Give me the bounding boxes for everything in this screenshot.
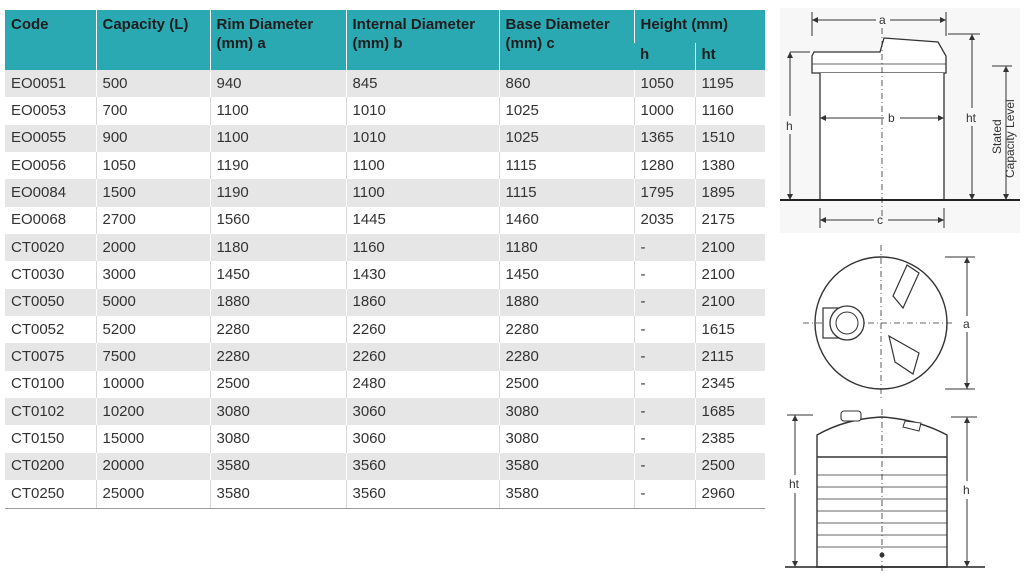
cell-base: 1115 bbox=[499, 179, 634, 206]
cell-h: - bbox=[634, 425, 695, 452]
cell-ht: 1615 bbox=[695, 316, 765, 343]
cell-ht: 1380 bbox=[695, 152, 765, 179]
cell-internal: 2260 bbox=[346, 316, 499, 343]
cell-internal: 1430 bbox=[346, 261, 499, 288]
cell-capacity: 3000 bbox=[96, 261, 210, 288]
cell-ht: 2960 bbox=[695, 480, 765, 508]
cell-ht: 1685 bbox=[695, 398, 765, 425]
header-base-diameter: Base Diameter (mm) c bbox=[499, 10, 634, 70]
table-row bbox=[5, 207, 765, 234]
cell-code: CT0250 bbox=[5, 480, 96, 508]
dimension-h-label: h bbox=[786, 119, 793, 133]
cell-h: - bbox=[634, 316, 695, 343]
cell-h: - bbox=[634, 480, 695, 508]
cell-capacity: 2000 bbox=[96, 234, 210, 261]
cell-capacity: 5000 bbox=[96, 289, 210, 316]
cell-h: - bbox=[634, 343, 695, 370]
dimension-b-label: b bbox=[888, 111, 895, 125]
table-body bbox=[5, 70, 765, 508]
cell-h: - bbox=[634, 289, 695, 316]
cell-base: 2280 bbox=[499, 343, 634, 370]
header-capacity: Capacity (L) bbox=[96, 10, 210, 70]
cell-internal: 3060 bbox=[346, 398, 499, 425]
cell-rim: 1880 bbox=[210, 289, 346, 316]
header-height: Height (mm) bbox=[634, 10, 765, 43]
cell-rim: 2280 bbox=[210, 343, 346, 370]
cell-rim: 1100 bbox=[210, 125, 346, 152]
cell-code: EO0051 bbox=[5, 70, 96, 97]
cell-base: 1460 bbox=[499, 207, 634, 234]
cell-base: 2280 bbox=[499, 316, 634, 343]
cell-code: EO0053 bbox=[5, 97, 96, 124]
cell-code: CT0050 bbox=[5, 289, 96, 316]
cell-h: 1000 bbox=[634, 97, 695, 124]
cell-internal: 1445 bbox=[346, 207, 499, 234]
cell-h: 1050 bbox=[634, 70, 695, 97]
table-row bbox=[5, 398, 765, 425]
cell-internal: 3560 bbox=[346, 453, 499, 480]
cell-rim: 1560 bbox=[210, 207, 346, 234]
cell-capacity: 500 bbox=[96, 70, 210, 97]
cell-capacity: 7500 bbox=[96, 343, 210, 370]
cell-internal: 1010 bbox=[346, 125, 499, 152]
table-row bbox=[5, 453, 765, 480]
cell-code: CT0100 bbox=[5, 371, 96, 398]
cell-ht: 1510 bbox=[695, 125, 765, 152]
cell-base: 2500 bbox=[499, 371, 634, 398]
table-header bbox=[5, 10, 765, 70]
cell-base: 3080 bbox=[499, 398, 634, 425]
cell-base: 860 bbox=[499, 70, 634, 97]
cell-ht: 2115 bbox=[695, 343, 765, 370]
cell-h: - bbox=[634, 398, 695, 425]
cell-ht: 1160 bbox=[695, 97, 765, 124]
cell-internal: 1860 bbox=[346, 289, 499, 316]
cell-capacity: 5200 bbox=[96, 316, 210, 343]
dimension-ht-label: ht bbox=[966, 111, 977, 125]
stated-capacity-label-1: Stated bbox=[990, 119, 1004, 154]
cell-ht: 1195 bbox=[695, 70, 765, 97]
table-row bbox=[5, 125, 765, 152]
table-row bbox=[5, 179, 765, 206]
cell-code: CT0200 bbox=[5, 453, 96, 480]
cell-ht: 1895 bbox=[695, 179, 765, 206]
inlet-cap-icon bbox=[830, 306, 864, 340]
header-rim-diameter: Rim Diameter (mm) a bbox=[210, 10, 346, 70]
cell-h: 1365 bbox=[634, 125, 695, 152]
cell-ht: 2345 bbox=[695, 371, 765, 398]
inlet-cap-icon bbox=[841, 411, 861, 421]
cell-internal: 845 bbox=[346, 70, 499, 97]
cell-capacity: 10200 bbox=[96, 398, 210, 425]
cell-ht: 2500 bbox=[695, 453, 765, 480]
cell-capacity: 25000 bbox=[96, 480, 210, 508]
header-ht: ht bbox=[695, 43, 765, 70]
cell-base: 3580 bbox=[499, 480, 634, 508]
cell-base: 3080 bbox=[499, 425, 634, 452]
cell-capacity: 10000 bbox=[96, 371, 210, 398]
table-row bbox=[5, 97, 765, 124]
cell-capacity: 1050 bbox=[96, 152, 210, 179]
cell-internal: 1100 bbox=[346, 152, 499, 179]
table-row bbox=[5, 371, 765, 398]
cell-internal: 1160 bbox=[346, 234, 499, 261]
cell-base: 1115 bbox=[499, 152, 634, 179]
cell-rim: 1190 bbox=[210, 152, 346, 179]
cell-internal: 1010 bbox=[346, 97, 499, 124]
cell-code: CT0052 bbox=[5, 316, 96, 343]
cell-capacity: 900 bbox=[96, 125, 210, 152]
cell-ht: 2100 bbox=[695, 234, 765, 261]
cell-base: 1025 bbox=[499, 125, 634, 152]
header-h: h bbox=[634, 43, 695, 70]
tank-top-view-diagram bbox=[795, 240, 985, 400]
cell-base: 1450 bbox=[499, 261, 634, 288]
cell-capacity: 2700 bbox=[96, 207, 210, 234]
cell-h: 2035 bbox=[634, 207, 695, 234]
cell-capacity: 20000 bbox=[96, 453, 210, 480]
cell-code: CT0150 bbox=[5, 425, 96, 452]
dimension-h-label: h bbox=[963, 483, 970, 497]
open-tank-elevation-diagram bbox=[780, 8, 1020, 233]
cell-ht: 2385 bbox=[695, 425, 765, 452]
table-row bbox=[5, 261, 765, 288]
cell-base: 3580 bbox=[499, 453, 634, 480]
header-internal-diameter: Internal Diameter (mm) b bbox=[346, 10, 499, 70]
cell-ht: 2100 bbox=[695, 261, 765, 288]
dimension-a-label: a bbox=[879, 13, 886, 27]
cell-rim: 940 bbox=[210, 70, 346, 97]
closed-tank-elevation-diagram bbox=[785, 405, 985, 577]
cell-code: EO0055 bbox=[5, 125, 96, 152]
dimension-a-label: a bbox=[963, 317, 970, 331]
cell-rim: 1450 bbox=[210, 261, 346, 288]
cell-code: CT0030 bbox=[5, 261, 96, 288]
table-row bbox=[5, 316, 765, 343]
cell-rim: 2280 bbox=[210, 316, 346, 343]
cell-internal: 2260 bbox=[346, 343, 499, 370]
cell-code: CT0102 bbox=[5, 398, 96, 425]
cell-code: CT0075 bbox=[5, 343, 96, 370]
cell-h: - bbox=[634, 371, 695, 398]
cell-rim: 1190 bbox=[210, 179, 346, 206]
cell-code: EO0084 bbox=[5, 179, 96, 206]
cell-h: - bbox=[634, 261, 695, 288]
cell-h: - bbox=[634, 453, 695, 480]
cell-rim: 3580 bbox=[210, 480, 346, 508]
cell-base: 1880 bbox=[499, 289, 634, 316]
cell-ht: 2100 bbox=[695, 289, 765, 316]
cell-capacity: 700 bbox=[96, 97, 210, 124]
cell-capacity: 15000 bbox=[96, 425, 210, 452]
table-row bbox=[5, 343, 765, 370]
cell-code: EO0056 bbox=[5, 152, 96, 179]
cell-internal: 3060 bbox=[346, 425, 499, 452]
cell-rim: 1100 bbox=[210, 97, 346, 124]
table-row bbox=[5, 425, 765, 452]
dimension-c-label: c bbox=[877, 213, 883, 227]
table-row bbox=[5, 480, 765, 508]
tank-spec-table bbox=[5, 10, 765, 509]
table-row bbox=[5, 70, 765, 97]
cell-rim: 3080 bbox=[210, 425, 346, 452]
table-row bbox=[5, 234, 765, 261]
cell-code: CT0020 bbox=[5, 234, 96, 261]
header-code: Code bbox=[5, 10, 96, 70]
cell-internal: 3560 bbox=[346, 480, 499, 508]
dimension-ht-label: ht bbox=[789, 477, 800, 491]
cell-h: - bbox=[634, 234, 695, 261]
cell-rim: 1180 bbox=[210, 234, 346, 261]
cell-h: 1280 bbox=[634, 152, 695, 179]
table-row bbox=[5, 289, 765, 316]
cell-capacity: 1500 bbox=[96, 179, 210, 206]
table-row bbox=[5, 152, 765, 179]
cell-rim: 3080 bbox=[210, 398, 346, 425]
cell-ht: 2175 bbox=[695, 207, 765, 234]
cell-code: EO0068 bbox=[5, 207, 96, 234]
stated-capacity-label-2: Capacity Level bbox=[1003, 99, 1017, 178]
cell-internal: 1100 bbox=[346, 179, 499, 206]
cell-internal: 2480 bbox=[346, 371, 499, 398]
cell-h: 1795 bbox=[634, 179, 695, 206]
cell-base: 1025 bbox=[499, 97, 634, 124]
cell-base: 1180 bbox=[499, 234, 634, 261]
cell-rim: 2500 bbox=[210, 371, 346, 398]
cell-rim: 3580 bbox=[210, 453, 346, 480]
